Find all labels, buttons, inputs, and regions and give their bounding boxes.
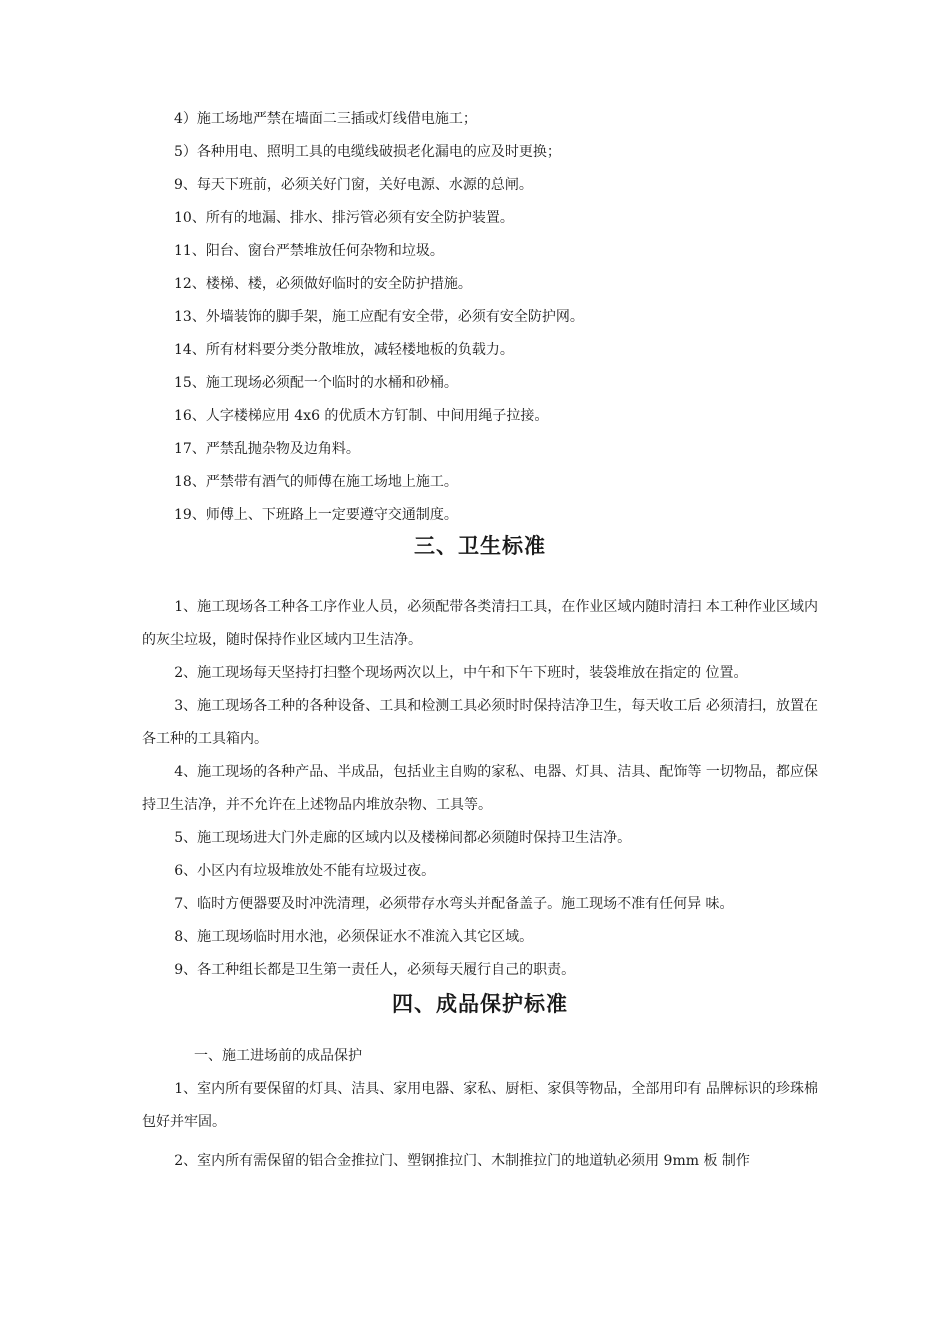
list-item: 13、外墙装饰的脚手架，施工应配有安全带，必须有安全防护网。 <box>174 309 584 325</box>
list-item: 2、室内所有需保留的铝合金推拉门、塑钢推拉门、木制推拉门的地道轨必须用 9mm 板 制作 <box>174 1153 750 1169</box>
subsection-title: 一、施工进场前的成品保护 <box>194 1048 362 1064</box>
safety-rules-list <box>142 108 818 526</box>
list-item: 11、阳台、窗台严禁堆放任何杂物和垃圾。 <box>174 243 444 259</box>
list-item: 15、施工现场必须配一个临时的水桶和砂桶。 <box>174 375 458 391</box>
list-item: 2、施工现场每天坚持打扫整个现场两次以上，中午和下午下班时，装袋堆放在指定的 位置。 <box>174 665 748 681</box>
list-item: 10、所有的地漏、排水、排污管必须有安全防护装置。 <box>174 210 514 226</box>
list-item: 5、施工现场进大门外走廊的区域内以及楼梯间都必须随时保持卫生洁净。 <box>174 830 632 846</box>
protection-rules-list <box>142 1073 818 1178</box>
list-item: 8、施工现场临时用水池，必须保证水不准流入其它区域。 <box>174 929 534 945</box>
list-item: 18、严禁带有酒气的师傅在施工场地上施工。 <box>174 474 458 490</box>
list-item: 3、施工现场各工种的各种设备、工具和检测工具必须时时保持洁净卫生，每天收工后 必须清扫，放置在各工种的工具箱内。 <box>142 698 818 747</box>
section-heading-product-protection: 四、成品保护标准 <box>392 991 568 1016</box>
list-item: 9、各工种组长都是卫生第一责任人，必须每天履行自己的职责。 <box>174 962 576 978</box>
hygiene-rules-list <box>142 591 818 987</box>
list-item: 5）各种用电、照明工具的电缆线破损老化漏电的应及时更换； <box>174 144 561 160</box>
list-item: 17、严禁乱抛杂物及边角料。 <box>174 441 360 457</box>
list-item: 9、每天下班前，必须关好门窗，关好电源、水源的总闸。 <box>174 177 533 193</box>
list-item: 16、人字楼梯应用 4x6 的优质木方钉制、中间用绳子拉接。 <box>174 408 549 424</box>
list-item: 6、小区内有垃圾堆放处不能有垃圾过夜。 <box>174 863 436 879</box>
list-item: 4）施工场地严禁在墙面二三插或灯线借电施工； <box>174 111 477 127</box>
page-content <box>142 108 818 1178</box>
list-item: 4、施工现场的各种产品、半成品，包括业主自购的家私、电器、灯具、洁具、配饰等 一切物品，都应保持卫生洁净，并不允许在上述物品内堆放杂物、工具等。 <box>142 764 818 813</box>
list-item: 12、楼梯、楼，必须做好临时的安全防护措施。 <box>174 276 472 292</box>
list-item: 1、施工现场各工种各工序作业人员，必须配带各类清扫工具，在作业区域内随时清扫 本工种作业区域内的灰尘垃圾，随时保持作业区域内卫生洁净。 <box>142 599 818 648</box>
list-item: 14、所有材料要分类分散堆放，减轻楼地板的负载力。 <box>174 342 514 358</box>
list-item: 1、室内所有要保留的灯具、洁具、家用电器、家私、厨柜、家俱等物品，全部用印有 品牌标识的珍珠棉包好并牢固。 <box>142 1081 818 1130</box>
section-heading-hygiene: 三、卫生标准 <box>414 533 546 558</box>
list-item: 7、临时方便器要及时冲洗清理，必须带存水弯头并配备盖子。施工现场不准有任何异 味。 <box>174 896 734 912</box>
list-item: 19、师傅上、下班路上一定要遵守交通制度。 <box>174 507 458 523</box>
